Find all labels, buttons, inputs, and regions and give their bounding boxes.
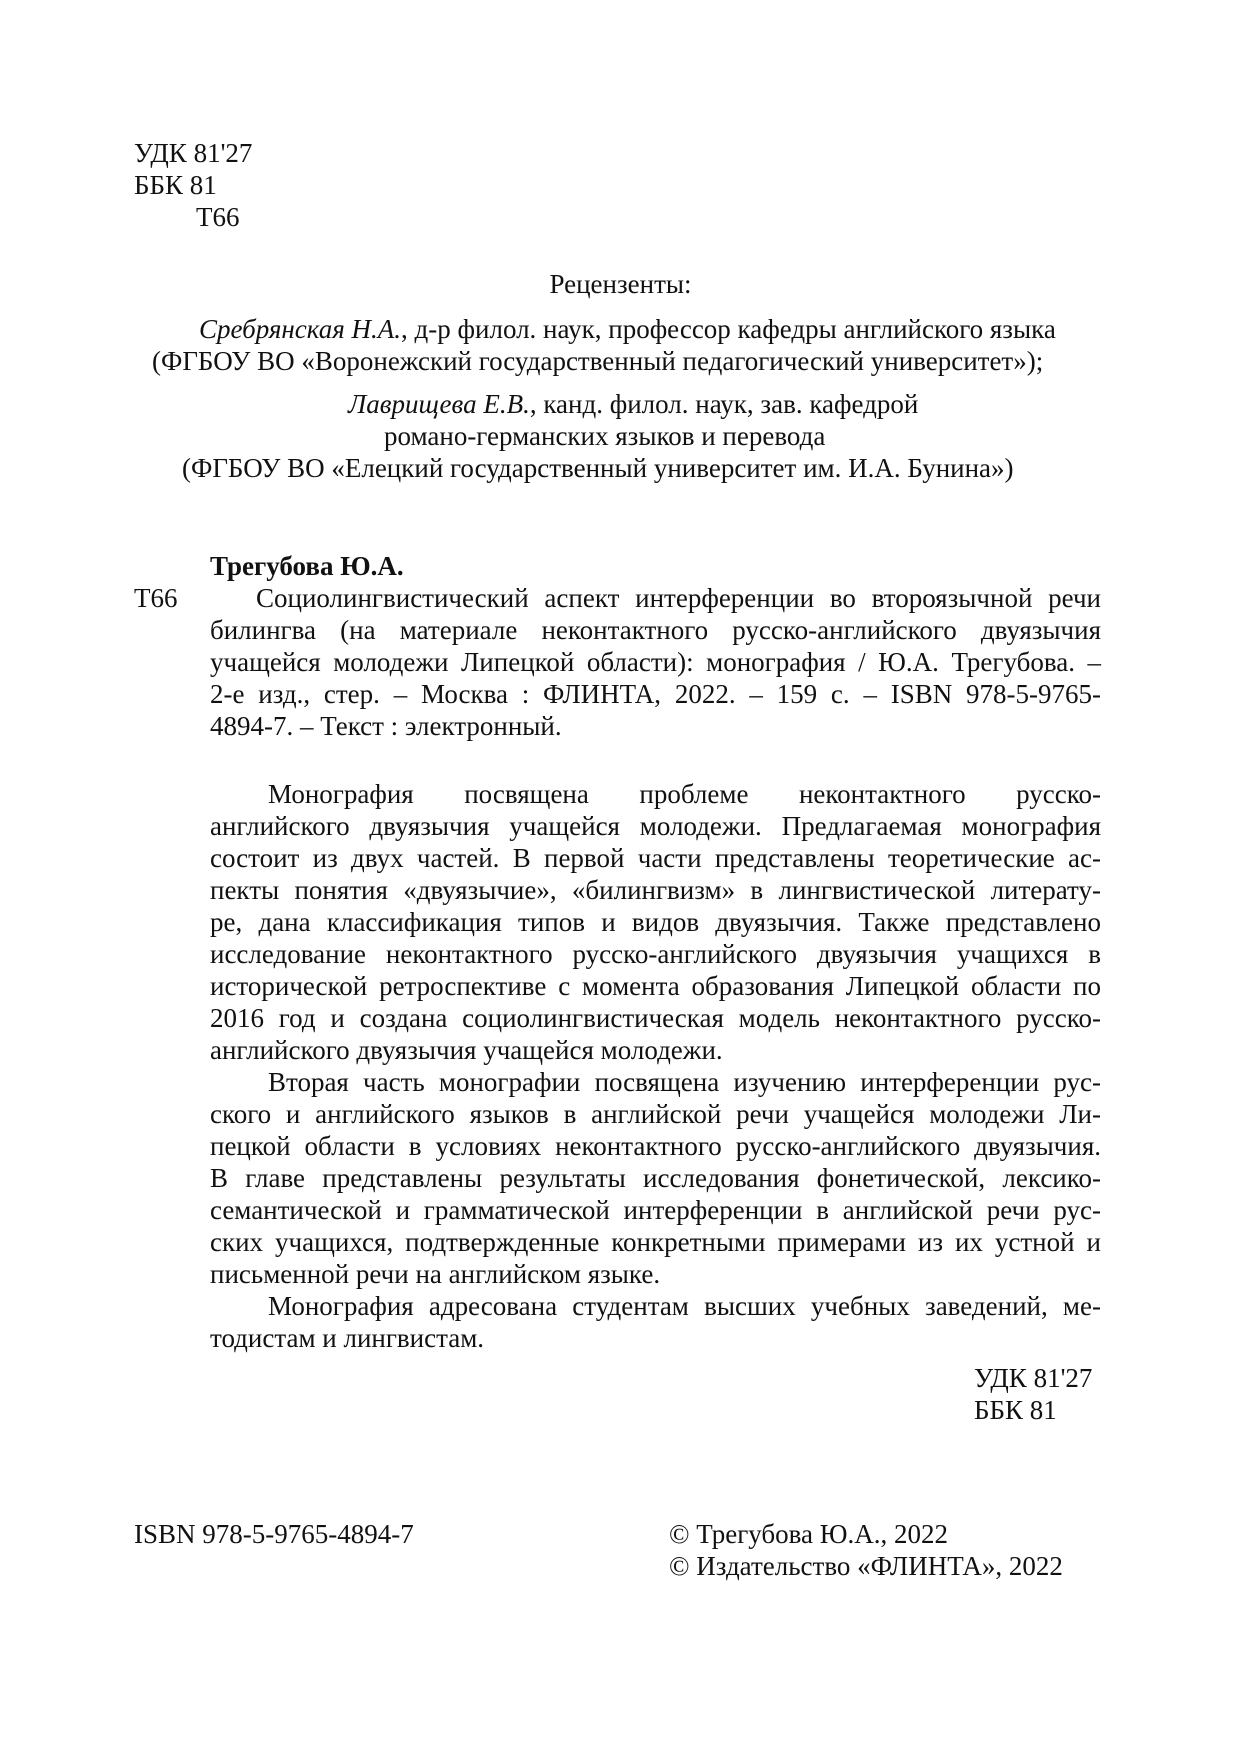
udk-code: УДК 81'27: [134, 138, 253, 168]
abstract-line: В главе представлены результаты исследования фонетической, лексико-: [210, 1163, 1101, 1193]
abstract-line: письменной речи на английском языке.: [210, 1259, 661, 1289]
bbk-code-bottom: ББК 81: [974, 1395, 1057, 1425]
reviewer-2-name: Лаврищева Е.В.: [348, 389, 530, 419]
reviewer-2-title: , канд. филол. наук, зав. кафедрой: [529, 389, 919, 419]
bib-line: 4894-7. – Текст : электронный.: [210, 711, 562, 741]
copyright-publisher: © Издательство «ФЛИНТА», 2022: [669, 1551, 1063, 1581]
abstract-line: Монография адресована студентам высших учебных заведений, ме-: [268, 1291, 1101, 1321]
reviewer-2-line: [348, 388, 918, 420]
bibliographic-description: [210, 582, 1101, 742]
copyright-author: © Трегубова Ю.А., 2022: [669, 1519, 949, 1549]
abstract-line: ре, дана классификация типов и видов двуязычия. Также представлено: [210, 907, 1101, 937]
reviewer-2-dept: романо-германских языков и перевода: [384, 421, 826, 451]
reviewer-1-line: [199, 313, 1056, 345]
author-mark-top: Т66: [196, 202, 240, 232]
bib-line: 2-е изд., стер. – Москва : ФЛИНТА, 2022. – 159 с. – ISBN 978-5-9765-: [210, 679, 1101, 709]
book-author: Трегубова Ю.А.: [210, 551, 404, 581]
abstract-line: исследование неконтактного русско-английского двуязычия учащихся в: [210, 939, 1101, 969]
abstract-paragraph-1: [210, 778, 1101, 1066]
abstract-line: английского двуязычия учащейся молодежи.: [210, 1035, 723, 1065]
abstract-line: исторической ретроспективе с момента образования Липецкой области по: [210, 971, 1101, 1001]
abstract-line: Монография посвящена проблеме неконтактного русско-: [268, 779, 1101, 809]
isbn: ISBN 978-5-9765-4894-7: [134, 1519, 414, 1549]
reviewer-1-name: Сребрянская Н.А.: [199, 314, 402, 344]
abstract-line: 2016 год и создана социолингвистическая модель неконтактного русско-: [210, 1003, 1101, 1033]
abstract-line: пекты понятия «двуязычие», «билингвизм» в лингвистической литерату-: [210, 875, 1101, 905]
abstract-line: английского двуязычия учащейся молодежи. Предлагаемая монография: [210, 811, 1101, 841]
abstract-line: пецкой области в условиях неконтактного русско-английского двуязычия.: [210, 1131, 1101, 1161]
author-mark-record: Т66: [134, 583, 178, 613]
abstract-line: Вторая часть монографии посвящена изучению интерференции рус-: [268, 1067, 1101, 1097]
bib-line: Социолингвистический аспект интерференции во второязычной речи: [256, 583, 1101, 613]
udk-code-bottom: УДК 81'27: [974, 1363, 1093, 1393]
abstract-line: семантической и грамматической интерференции в английской речи рус-: [210, 1195, 1101, 1225]
bib-line: учащейся молодежи Липецкой области): монография / Ю.А. Трегубова. –: [210, 647, 1101, 677]
reviewer-1-org: (ФГБОУ ВО «Воронежский государственный педагогический университет»);: [152, 346, 1044, 376]
abstract-line: ского и английского языков в английской речи учащейся молодежи Ли-: [210, 1099, 1101, 1129]
bib-line: билингва (на материале неконтактного русско-английского двуязычия: [210, 615, 1101, 645]
abstract-line: ских учащихся, подтвержденные конкретными примерами из их устной и: [210, 1227, 1101, 1257]
abstract-paragraph-2: [210, 1066, 1101, 1290]
reviewer-1-title: , д-р филол. наук, профессор кафедры английского языка: [401, 314, 1056, 344]
abstract-paragraph-3: [210, 1290, 1101, 1354]
abstract-line: тодистам и лингвистам.: [210, 1323, 485, 1353]
reviewer-2-org: (ФГБОУ ВО «Елецкий государственный университет им. И.А. Бунина»): [182, 453, 1014, 483]
abstract-line: состоит из двух частей. В первой части представлены теоретические ас-: [210, 843, 1101, 873]
bbk-code: ББК 81: [134, 170, 217, 200]
reviewers-heading: Рецензенты:: [549, 269, 692, 299]
